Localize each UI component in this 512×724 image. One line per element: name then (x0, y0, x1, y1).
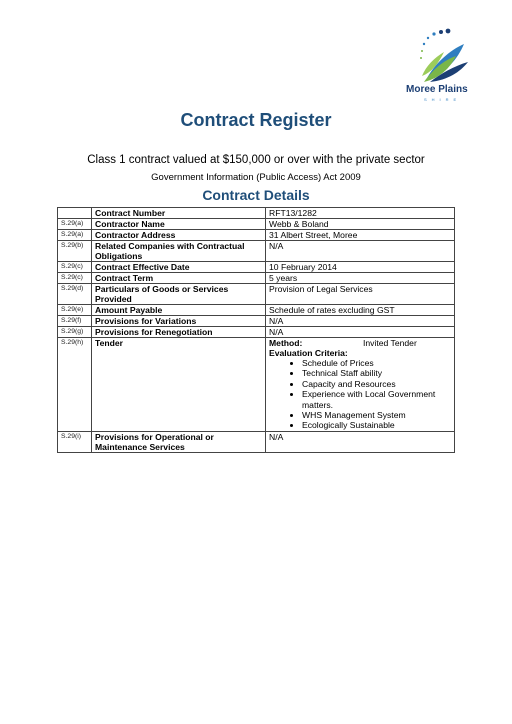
section-ref: S.29(a) (58, 219, 92, 230)
field-value: N/A (266, 327, 455, 338)
section-ref: S.29(h) (58, 338, 92, 432)
field-value: N/A (266, 316, 455, 327)
section-ref: S.29(f) (58, 316, 92, 327)
section-ref: S.29(i) (58, 431, 92, 452)
list-item: • Schedule of Prices (302, 358, 451, 368)
table-row (58, 230, 455, 241)
criteria-label: Evaluation Criteria: (269, 348, 348, 358)
field-value: RFT13/1282 (266, 208, 455, 219)
table-row (58, 284, 455, 305)
table-row (58, 273, 455, 284)
section-ref: S.29(c) (58, 273, 92, 284)
section-ref (58, 208, 92, 219)
logo-name: Moree Plains (406, 84, 468, 95)
method-label: Method: (269, 338, 303, 348)
list-item: • Ecologically Sustainable (302, 420, 451, 430)
section-ref: S.29(c) (58, 262, 92, 273)
list-item: • Capacity and Resources (302, 379, 451, 389)
method-value: Invited Tender (363, 338, 417, 348)
field-value: 31 Albert Street, Moree (266, 230, 455, 241)
section-ref: S.29(a) (58, 230, 92, 241)
tender-details (266, 338, 455, 432)
table-row (58, 262, 455, 273)
field-label: Related Companies with Contractual Obligations (92, 241, 266, 262)
section-ref: S.29(d) (58, 284, 92, 305)
field-label: Provisions for Renegotiation (92, 327, 266, 338)
section-ref: S.29(b) (58, 241, 92, 262)
field-value: Webb & Boland (266, 219, 455, 230)
tender-row (58, 338, 455, 432)
table-row (58, 208, 455, 219)
table-row (58, 327, 455, 338)
field-label: Tender (92, 338, 266, 432)
field-label: Provisions for Operational or Maintenance Services (92, 431, 266, 452)
list-item: • Technical Staff ability (302, 368, 451, 378)
table-row (58, 316, 455, 327)
field-value: 5 years (266, 273, 455, 284)
field-value: Schedule of rates excluding GST (266, 305, 455, 316)
field-value: Provision of Legal Services (266, 284, 455, 305)
field-label: Contract Effective Date (92, 262, 266, 273)
field-label: Contract Term (92, 273, 266, 284)
table-row (58, 241, 455, 262)
act-name: Government Information (Public Access) Act 2009 (151, 172, 361, 183)
field-value: N/A (266, 431, 455, 452)
field-label: Provisions for Variations (92, 316, 266, 327)
field-label: Particulars of Goods or Services Provided (92, 284, 266, 305)
page-title: Contract Register (180, 110, 332, 130)
list-item: • Experience with Local Government matters. (302, 389, 451, 410)
field-value: N/A (266, 241, 455, 262)
table-row (58, 219, 455, 230)
subtitle: Class 1 contract valued at $150,000 or over with the private sector (87, 154, 425, 166)
list-item: • WHS Management System (302, 410, 451, 420)
section-ref: S.29(e) (58, 305, 92, 316)
logo-tagline: SHIRE (424, 97, 462, 102)
section-ref: S.29(g) (58, 327, 92, 338)
table-row (58, 305, 455, 316)
criteria-list (269, 358, 451, 431)
method-line (269, 338, 451, 348)
field-label: Contractor Address (92, 230, 266, 241)
section-heading: Contract Details (202, 187, 310, 203)
field-value: 10 February 2014 (266, 262, 455, 273)
field-label: Contract Number (92, 208, 266, 219)
field-label: Contractor Name (92, 219, 266, 230)
table-row (58, 431, 455, 452)
contract-table (57, 207, 455, 453)
field-label: Amount Payable (92, 305, 266, 316)
